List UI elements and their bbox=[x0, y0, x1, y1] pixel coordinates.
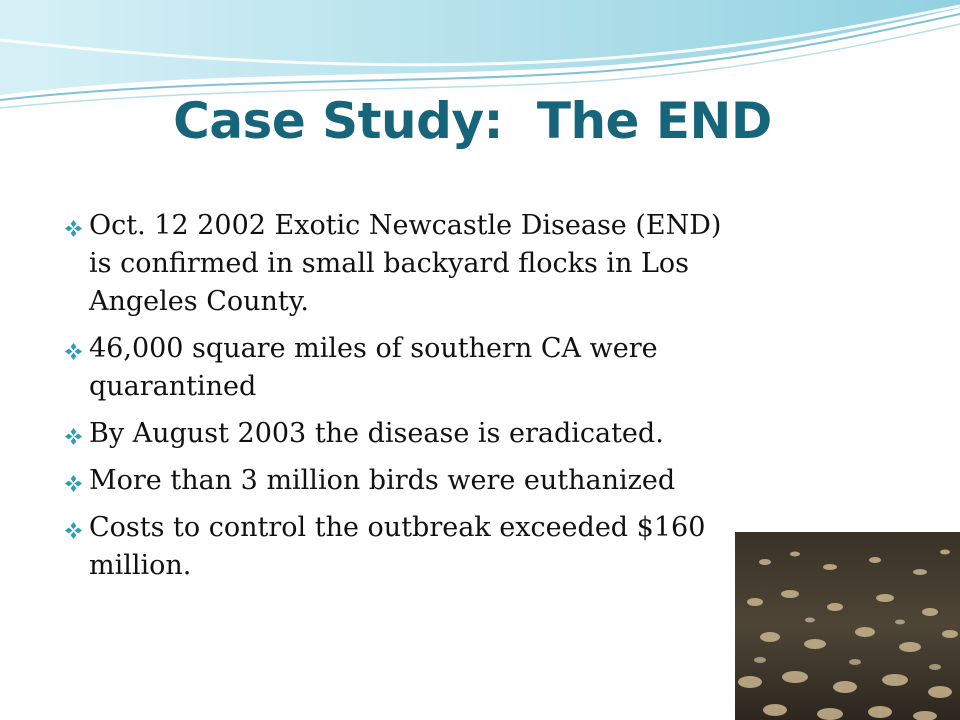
bullet-item bbox=[62, 207, 752, 321]
poultry-carcasses-photo bbox=[735, 532, 960, 720]
diamond-bullet-icon bbox=[64, 219, 83, 238]
bullet-text: 46,000 square miles of southern CA were quarantined bbox=[89, 333, 658, 402]
diamond-bullet-icon bbox=[64, 342, 83, 361]
bullet-list bbox=[62, 207, 752, 594]
bullet-text: Costs to control the outbreak exceeded $160 million. bbox=[89, 512, 706, 581]
bullet-text: By August 2003 the disease is eradicated. bbox=[89, 418, 664, 449]
bullet-item bbox=[62, 415, 752, 453]
diamond-bullet-icon bbox=[64, 427, 83, 446]
diamond-bullet-icon bbox=[64, 474, 83, 493]
bullet-item bbox=[62, 330, 752, 406]
bullet-item bbox=[62, 462, 752, 500]
diamond-bullet-icon bbox=[64, 521, 83, 540]
bullet-text: More than 3 million birds were euthanized bbox=[89, 465, 676, 496]
slide-title: Case Study: The END bbox=[173, 92, 772, 150]
bullet-text: Oct. 12 2002 Exotic Newcastle Disease (END) is confirmed in small backyard flocks in Los Angeles County. bbox=[89, 210, 722, 317]
bullet-item bbox=[62, 509, 752, 585]
